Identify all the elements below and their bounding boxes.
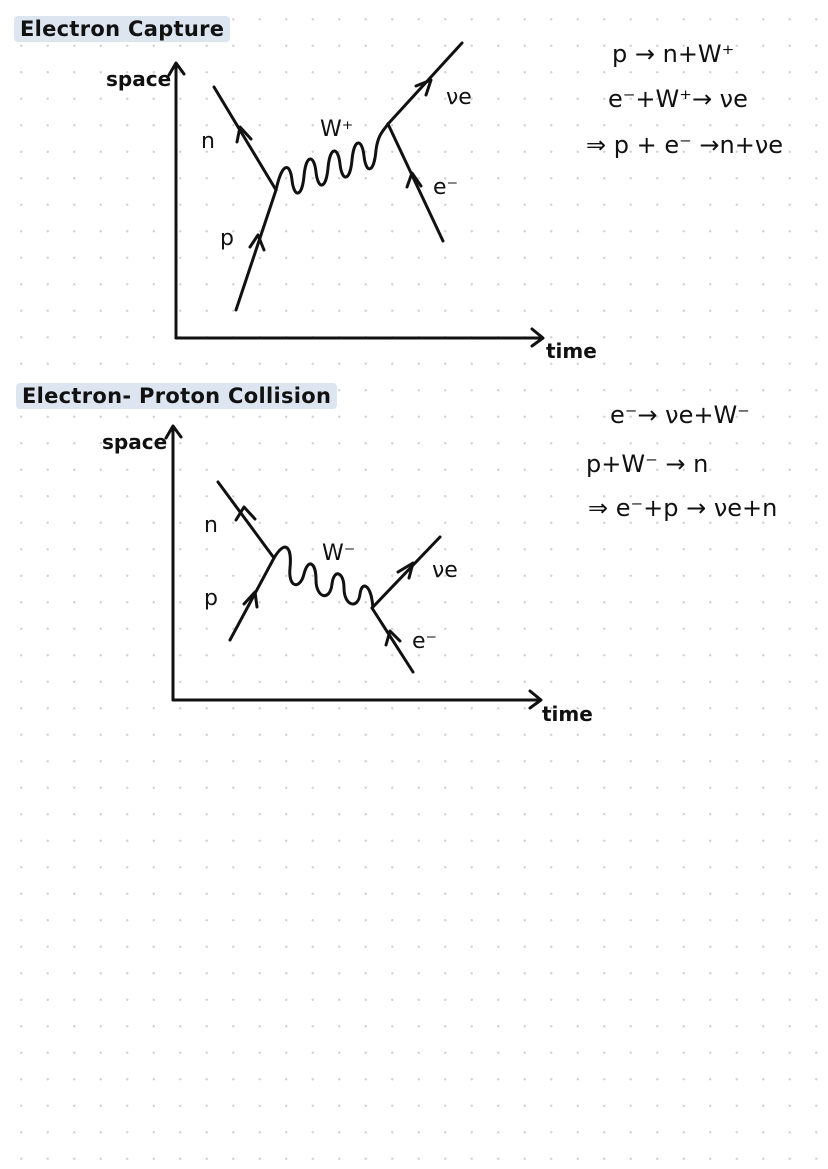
equation-1: e⁻→ νe+W⁻ [610, 401, 750, 429]
label-electron: e⁻ [412, 629, 438, 654]
equation-2: e⁻+W⁺→ νe [608, 85, 748, 113]
equation-3: ⇒ p + e⁻ →n+νe [586, 131, 784, 159]
section-title-electron-proton-collision: Electron- Proton Collision [16, 383, 337, 409]
label-electron: e⁻ [433, 175, 459, 200]
label-boson: W⁻ [322, 541, 356, 566]
neutrino-arrow [398, 563, 413, 578]
label-n: n [204, 513, 218, 538]
equation-1: p → n+W⁺ [612, 40, 735, 68]
neutrino-line [372, 537, 440, 608]
neutron-line [218, 482, 274, 558]
label-neutrino: νe [446, 85, 472, 110]
proton-line [230, 558, 274, 640]
section-title-electron-capture: Electron Capture [14, 16, 230, 42]
label-boson: W⁺ [320, 117, 354, 142]
label-p: p [220, 226, 234, 251]
y-axis-label: space [106, 67, 172, 91]
y-axis-label: space [102, 430, 168, 454]
x-axis-label: time [546, 339, 597, 363]
label-neutrino: νe [432, 558, 458, 583]
x-axis-label: time [542, 702, 593, 726]
label-n: n [201, 129, 215, 154]
equation-2: p+W⁻ → n [586, 450, 709, 478]
electron-line [372, 608, 413, 672]
label-p: p [204, 586, 218, 611]
equation-3: ⇒ e⁻+p → νe+n [588, 494, 778, 522]
